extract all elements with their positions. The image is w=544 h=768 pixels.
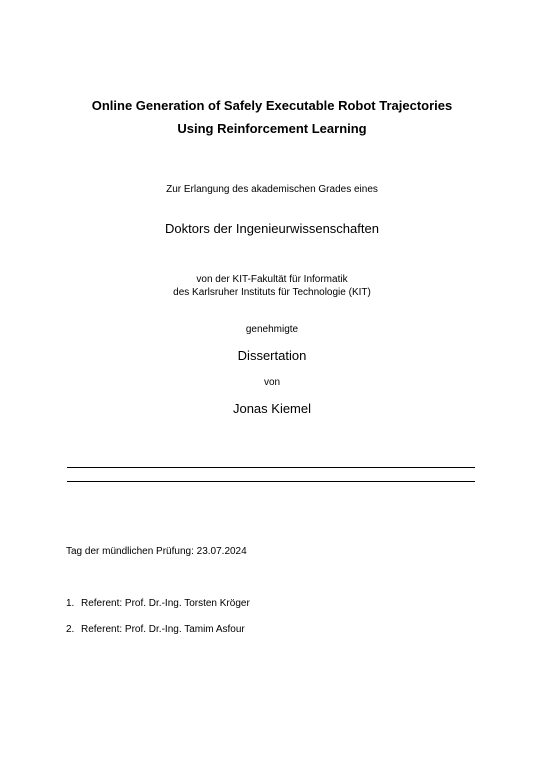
referee-text: Referent: Prof. Dr.-Ing. Torsten Kröger (81, 598, 250, 609)
degree-name: Doktors der Ingenieurwissenschaften (165, 221, 379, 236)
by-label: von (263, 377, 281, 388)
referee-number: 1. (66, 598, 75, 609)
referee-text: Referent: Prof. Dr.-Ing. Tamim Asfour (81, 624, 245, 635)
degree-purpose: Zur Erlangung des akademischen Grades eines (166, 184, 378, 195)
faculty-line-1: von der KIT-Fakultät für Informatik (196, 274, 348, 285)
title-line-1: Online Generation of Safely Executable Robot Trajectories (91, 98, 453, 113)
referee-item-1 (66, 597, 250, 611)
separator-line-2 (67, 481, 475, 482)
dissertation-title (0, 94, 544, 140)
referee-number: 2. (66, 624, 75, 635)
title-line-2: Using Reinforcement Learning (177, 121, 367, 136)
faculty-block (0, 273, 544, 299)
author-name: Jonas Kiemel (232, 401, 312, 416)
faculty-line-2: des Karlsruher Instituts für Technologie (KIT) (173, 287, 371, 298)
approved-label: genehmigte (245, 324, 299, 335)
oral-exam-date: Tag der mündlichen Prüfung: 23.07.2024 (66, 546, 247, 557)
document-type: Dissertation (237, 348, 307, 363)
referee-item-2 (66, 623, 245, 637)
separator-line-1 (67, 467, 475, 468)
